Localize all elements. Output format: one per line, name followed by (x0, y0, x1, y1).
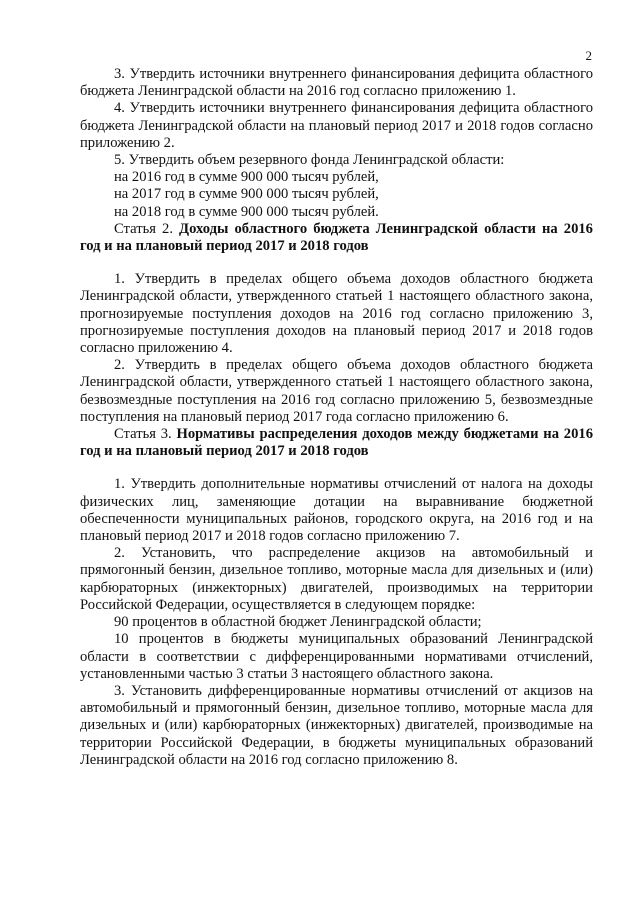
article-2-heading (80, 221, 593, 255)
paragraph-4: 4. Утвердить источники внутреннего финансирования дефицита областного бюджета Ленинградской области на плановый период 2017 и 2018 годов согласно приложению 2. (80, 100, 593, 151)
page-number: 2 (585, 48, 592, 63)
article-3-heading (80, 426, 593, 460)
reserve-2016: на 2016 год в сумме 900 000 тысяч рублей, (114, 169, 379, 186)
article-2-title: Доходы областного бюджета Ленинградской области на 2016 год и на плановый период 2017 и 2018 годов (80, 220, 593, 255)
document-body (80, 66, 593, 769)
article-2-paragraph-2: 2. Утвердить в пределах общего объема доходов областного бюджета Ленинградской области, утвержденного статьей 1 настоящего областного закона, безвозмездные поступления на 2016 год согласно приложению 5, безвозмездные поступления на плановый период 2017 года согласно приложению 6. (80, 357, 593, 425)
reserve-2017: на 2017 год в сумме 900 000 тысяч рублей, (114, 186, 379, 203)
article-3-title: Нормативы распределения доходов между бюджетами на 2016 год и на плановый период 2017 и 2018 годов (80, 426, 593, 460)
article-2-paragraph-1: 1. Утвердить в пределах общего объема доходов областного бюджета Ленинградской области, утвержденного статьей 1 настоящего областного закона, прогнозируемые поступления доходов на 2016 год согласно приложению 3, прогнозируемые поступления доходов на плановый период 2017 и 2018 годов согласно приложению 4. (80, 271, 593, 357)
article-3-paragraph-2: 2. Установить, что распределение акцизов на автомобильный и прямогонный бензин, дизельное топливо, моторные масла для дизельных и (или) карбюраторных (инжекторных) двигателей, производимых на территории Российской Федерации, осуществляется в следующем порядке: (80, 545, 593, 613)
paragraph-5: 5. Утвердить объем резервного фонда Ленинградской области: (114, 152, 505, 169)
article-3-paragraph-2a: 90 процентов в областной бюджет Ленинградской области; (114, 614, 482, 631)
article-3-paragraph-2b: 10 процентов в бюджеты муниципальных образований Ленинградской области в соответствии с дифференцированными нормативами отчислений, установленными частью 3 статьи 3 настоящего областного закона. (80, 631, 593, 682)
article-2-label: Статья 2. (114, 220, 173, 237)
article-3-paragraph-1: 1. Утвердить дополнительные нормативы отчислений от налога на доходы физических лиц, заменяющие дотации на выравнивание бюджетной обеспеченности муниципальных районов, городского округа, на 2016 год и на плановый период 2017 и 2018 годов согласно приложению 7. (80, 476, 593, 545)
article-3-label: Статья 3. (114, 426, 172, 443)
paragraph-3: 3. Утвердить источники внутреннего финансирования дефицита областного бюджета Ленинградской области на 2016 год согласно приложению 1. (80, 66, 593, 100)
reserve-2018: на 2018 год в сумме 900 000 тысяч рублей. (114, 203, 379, 220)
article-3-paragraph-3: 3. Установить дифференцированные нормативы отчислений от акцизов на автомобильный и прямогонный бензин, дизельное топливо, моторные масла для дизельных и (или) карбюраторных (инжекторных) двигателей, производимые на территории Российской Федерации, в бюджеты муниципальных образований Ленинградской области на 2016 год согласно приложению 8. (80, 682, 593, 768)
